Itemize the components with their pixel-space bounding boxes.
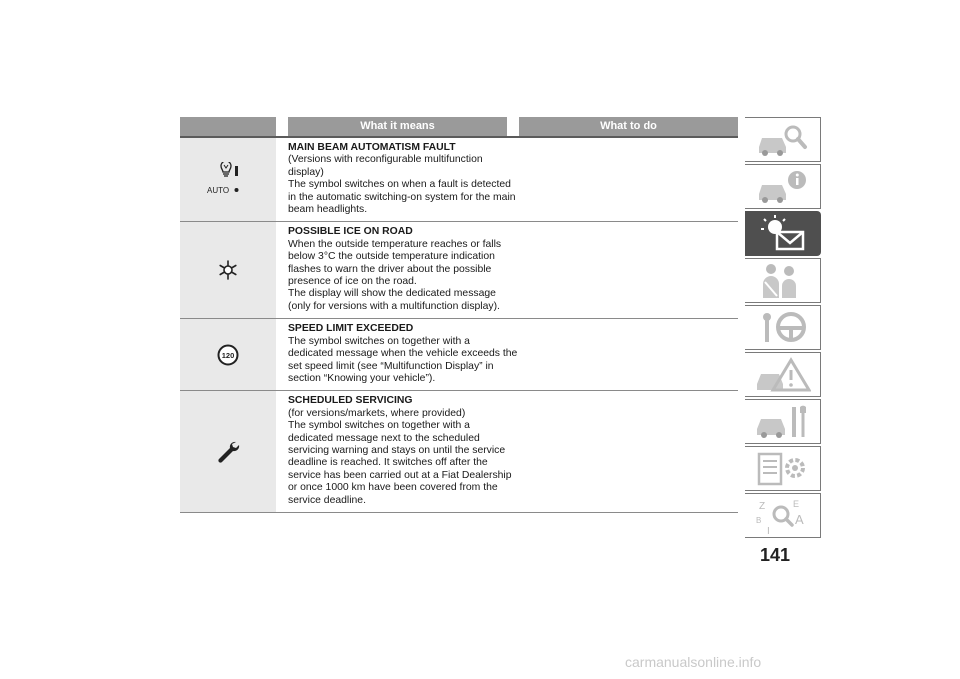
car-info-icon	[755, 168, 811, 206]
row-description: When the outside temperature reaches or falls below 3°C the outside temperature indication flashes to warn the driver about the possible presence of ice on the road. The display will show the dedicated message (only for versions with a multifunction display).	[288, 238, 502, 312]
warning-light-message-icon	[755, 215, 811, 253]
tab-starting-driving[interactable]	[745, 305, 821, 350]
tab-index[interactable]	[745, 493, 821, 538]
alphabetical-index-icon	[755, 497, 811, 535]
main-beam-auto-fault-icon	[205, 162, 251, 198]
svg-text:A: A	[795, 512, 804, 527]
tab-car-search[interactable]	[745, 117, 821, 162]
row-title: SPEED LIMIT EXCEEDED	[288, 323, 414, 335]
car-search-icon	[755, 121, 811, 159]
watermark: carmanualsonline.info	[625, 654, 762, 670]
row-description: The symbol switches on together with a dedicated message when the vehicle exceeds the set speed limit (see “Multifunction Display” in section “Knowing your vehicle”).	[288, 335, 518, 384]
icon-cell	[180, 319, 276, 390]
page-number: 141	[760, 545, 791, 565]
table-header	[180, 117, 738, 138]
table-row-scheduled-servicing	[180, 391, 738, 513]
tab-warning-lights-messages[interactable]	[745, 211, 821, 256]
header-what-it-means: What it means	[288, 117, 507, 136]
table-row-main-beam-fault	[180, 138, 738, 222]
tab-technical-data[interactable]	[745, 446, 821, 491]
header-what-to-do: What to do	[519, 117, 738, 136]
icon-cell	[180, 222, 276, 318]
row-title: SCHEDULED SERVICING	[288, 395, 413, 407]
row-title: POSSIBLE ICE ON ROAD	[288, 226, 413, 238]
technical-data-icon	[755, 450, 811, 488]
warning-lights-table	[180, 117, 738, 513]
row-title: MAIN BEAM AUTOMATISM FAULT	[288, 142, 456, 153]
auto-label: AUTO	[207, 185, 230, 195]
row-description: (Versions with reconfigurable multifunction display) The symbol switches on when a fault is detected in the automatic switching-on system for the main beam headlights.	[288, 154, 516, 216]
svg-text:B: B	[756, 516, 762, 525]
icon-cell	[180, 391, 276, 512]
svg-text:E: E	[793, 499, 800, 509]
speed-limit-icon	[217, 344, 239, 366]
passenger-safety-icon	[755, 262, 811, 300]
header-icon-cell	[180, 117, 276, 136]
table-row-ice-on-road	[180, 222, 738, 319]
tab-car-info[interactable]	[745, 164, 821, 209]
wrench-icon	[216, 440, 240, 464]
car-maintenance-icon	[755, 403, 811, 441]
row-description: (for versions/markets, where provided) The symbol switches on together with a dedicated message next to the scheduled servicing warning and stays on until the service deadline is reached. It switches off after the service has been carried out at a Fiat Dealership or once 1000 km have been covered from the service deadline.	[288, 407, 512, 506]
table-row-speed-limit	[180, 319, 738, 391]
tab-in-an-emergency[interactable]	[745, 352, 821, 397]
svg-text:I: I	[767, 526, 770, 535]
tab-servicing-care[interactable]	[745, 399, 821, 444]
svg-text:Z: Z	[759, 501, 766, 512]
speed-limit-value: 120	[221, 350, 235, 360]
car-emergency-icon	[755, 356, 811, 394]
snowflake-icon	[217, 259, 239, 281]
icon-cell	[180, 138, 276, 221]
tab-passenger-safety[interactable]	[745, 258, 821, 303]
key-steering-wheel-icon	[755, 309, 811, 347]
